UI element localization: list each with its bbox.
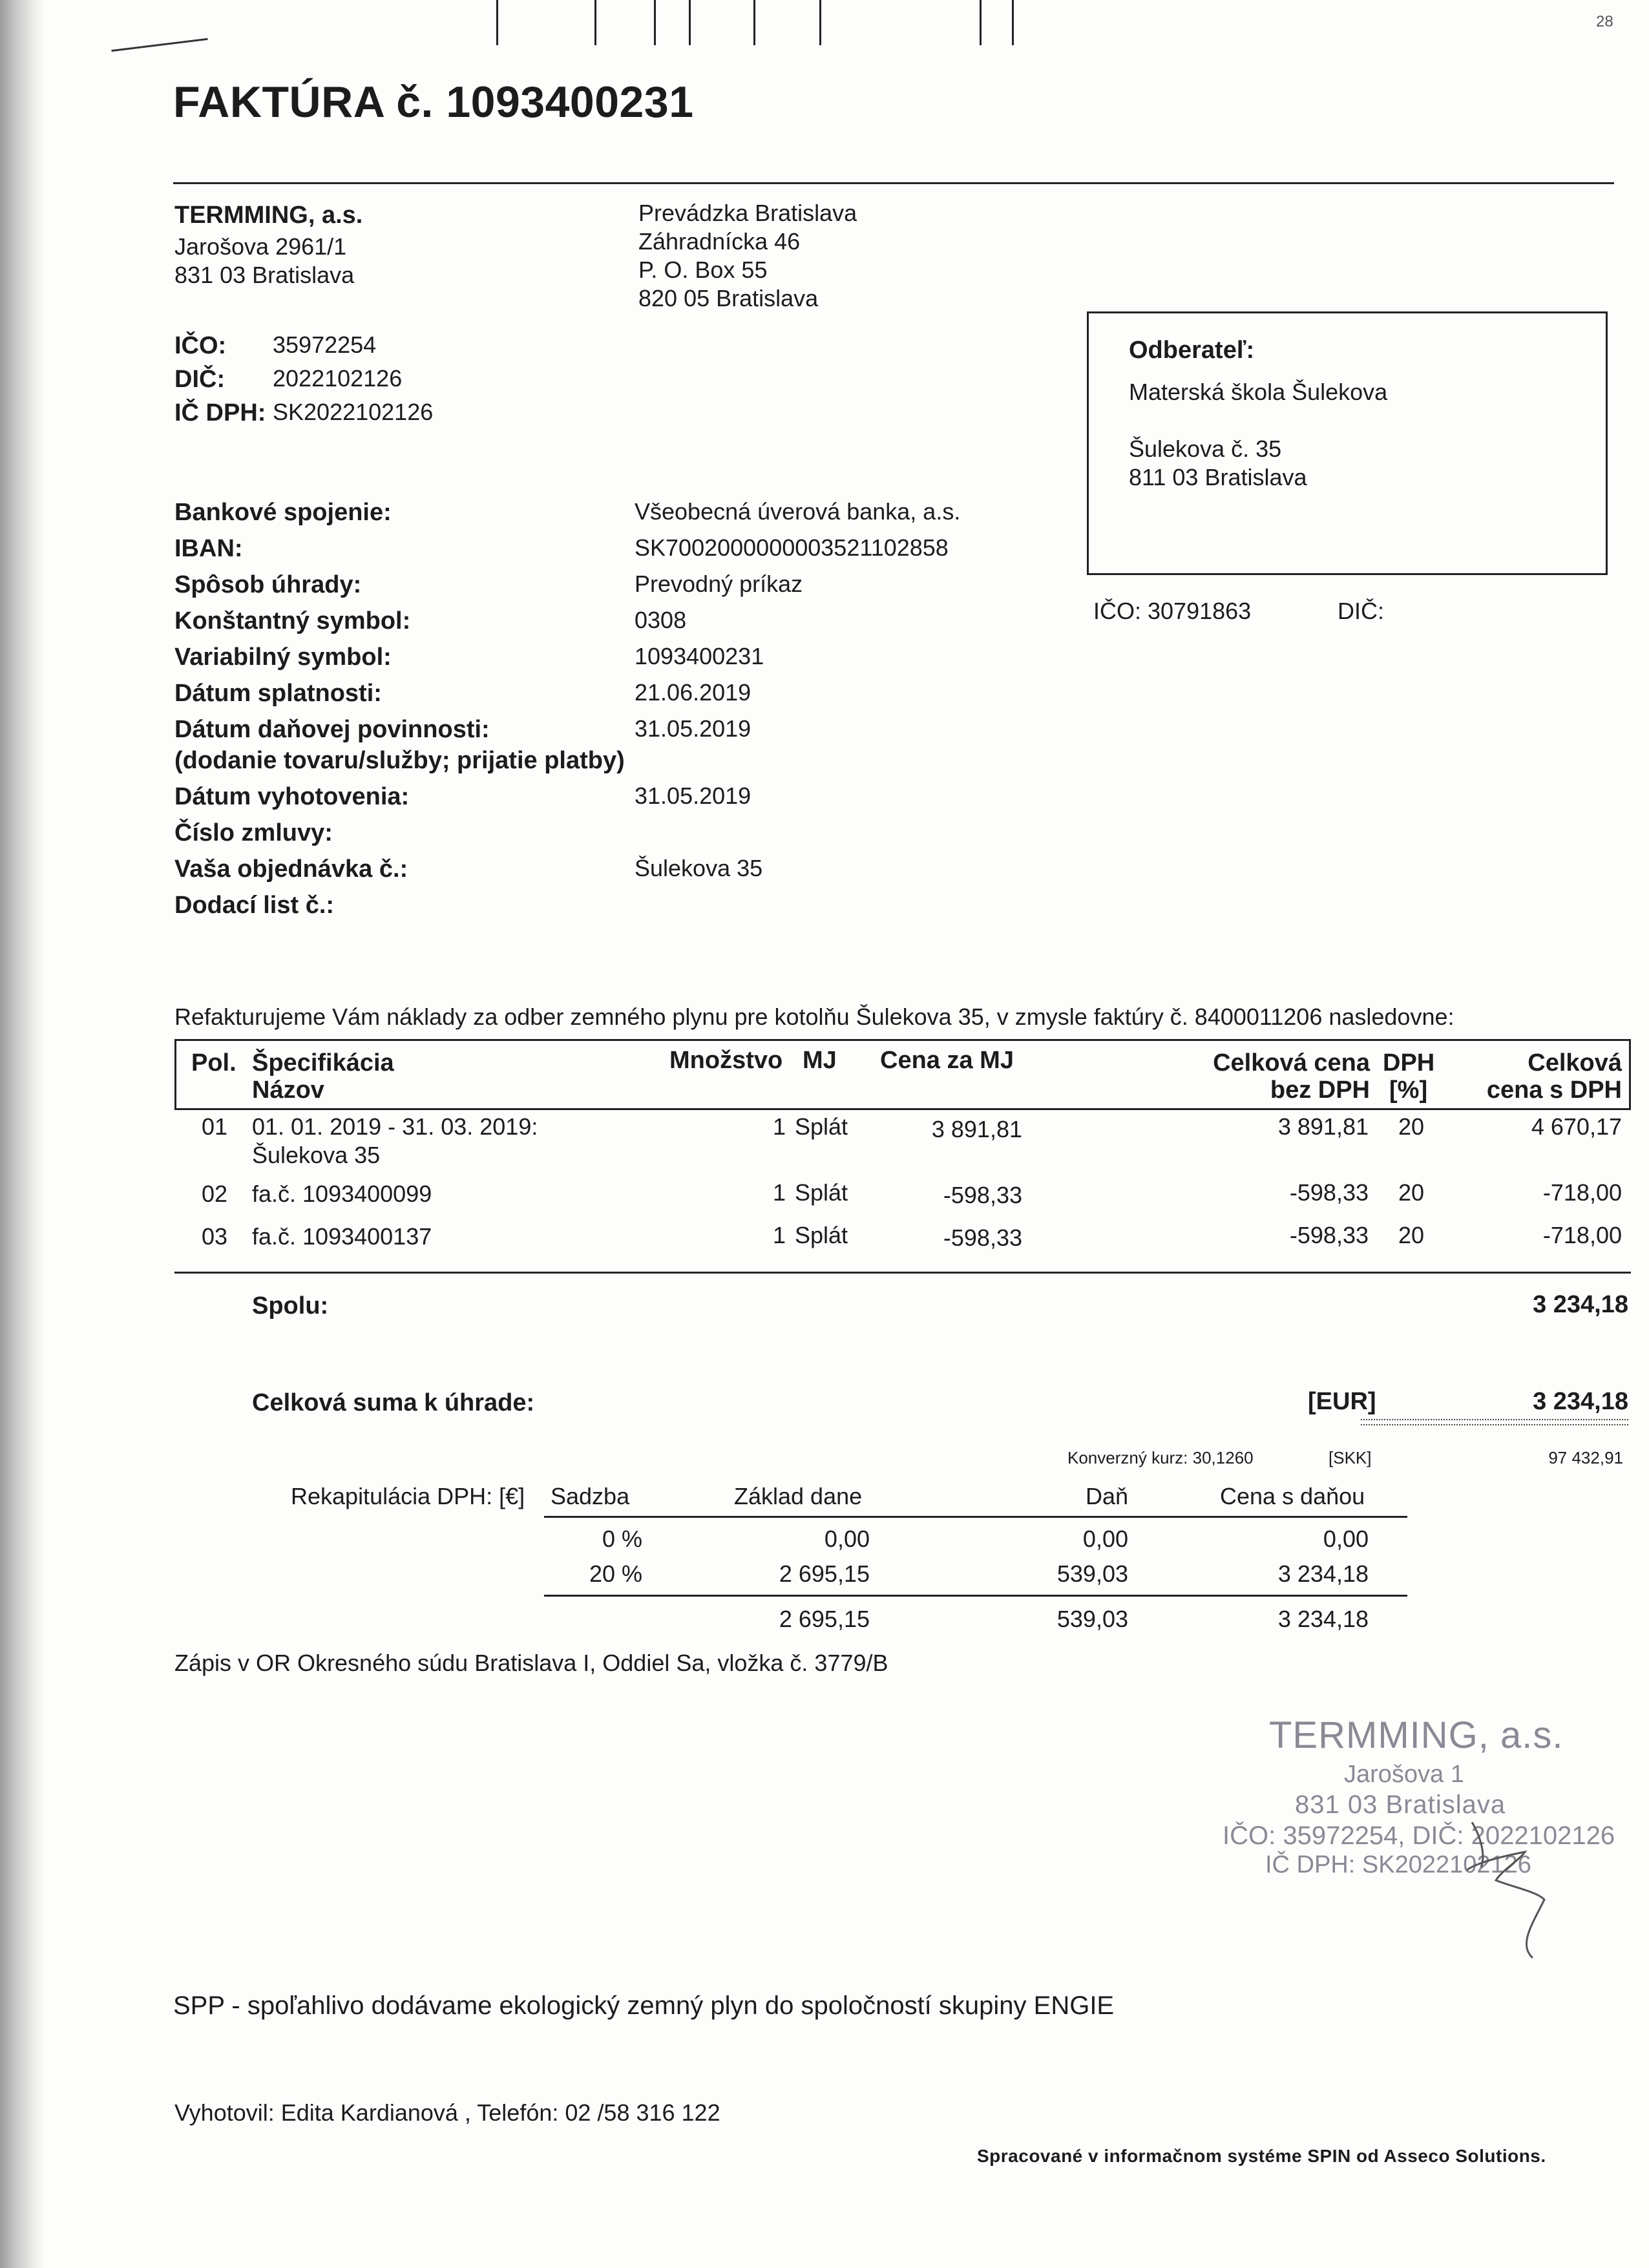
recap-dan: 539,03 [1056,1560,1128,1587]
payment-label: Variabilný symbol: [174,644,392,671]
cell-spec2: Šulekova 35 [252,1142,381,1168]
intro-text: Refakturujeme Vám náklady za odber zemného plynu pre kotolňu Šulekova 35, v zmysle faktúry č. 8400011206 nasledovne: [174,1003,1455,1030]
cell-vat: 20 [1398,1179,1425,1206]
customer-ico: IČO: 30791863 [1093,598,1252,624]
cell-qty: 1 [773,1179,786,1206]
payment-value: 21.06.2019 [635,679,751,706]
recap-header-cena: Cena s daňou [1220,1483,1365,1509]
recap-dan: 0,00 [1082,1526,1128,1552]
prepared-by: Vyhotovil: Edita Kardianová , Telefón: 02 /58 316 122 [174,2099,720,2126]
cell-mj: Splát [795,1222,848,1248]
cell-gross: 4 670,17 [1531,1113,1622,1140]
col-header-mnozstvo: Množstvo [669,1047,783,1074]
cell-gross: -718,00 [1542,1222,1622,1248]
recap-sum-zaklad: 2 695,15 [779,1606,870,1632]
branch-street: Záhradnícka 46 [638,228,801,255]
cell-qty: 1 [773,1113,786,1140]
payment-value: Všeobecná úverová banka, a.s. [635,498,961,525]
cell-unit-price: 3 891,81 [931,1116,1022,1142]
cell-mj: Splát [795,1113,848,1140]
total-currency: [EUR] [1308,1388,1376,1415]
payment-value: 31.05.2019 [635,782,751,809]
cell-spec: 01. 01. 2019 - 31. 03. 2019: [252,1113,538,1140]
payment-value: Šulekova 35 [635,855,763,881]
invoice-title: FAKTÚRA č. 1093400231 [173,78,694,127]
payment-label: Dátum daňovej povinnosti: [174,716,490,743]
scan-edge-shadow [0,0,45,2268]
payment-label: Spôsob úhrady: [174,571,362,598]
cell-gross: -718,00 [1542,1179,1622,1206]
recap-sum-dan: 539,03 [1056,1606,1128,1632]
branch-name: Prevádzka Bratislava [638,200,857,226]
icdph-label: IČ DPH: [174,399,266,426]
branch-box: P. O. Box 55 [638,257,768,283]
col-header-dph-pct: [%] [1389,1076,1428,1104]
payment-label: Dátum splatnosti: [174,680,382,707]
payment-label: Dodací list č.: [174,892,335,919]
recap-label: Rekapitulácia DPH: [€] [291,1483,525,1509]
payment-label: Dátum vyhotovenia: [174,783,410,810]
cell-unit-price: -598,33 [943,1182,1022,1208]
icdph-value: SK2022102126 [273,399,434,425]
cell-net: -598,33 [1289,1179,1369,1206]
customer-dic: DIČ: [1338,598,1384,624]
system-footer: Spracované v informačnom systéme SPIN od Asseco Solutions. [977,2146,1546,2166]
slogan: SPP - spoľahlivo dodávame ekologický zemný plyn do spoločností skupiny ENGIE [173,1991,1115,2020]
col-header-sdph: Celková [1528,1049,1622,1076]
col-header-celkova: Celková cena [1213,1049,1370,1076]
payment-label: IBAN: [174,535,243,562]
dic-value: 2022102126 [273,365,403,392]
col-header-spec: Špecifikácia [252,1049,394,1076]
recap-zaklad: 0,00 [824,1526,870,1552]
cell-net: -598,33 [1289,1222,1369,1248]
cell-mj: Splát [795,1179,848,1206]
ico-label: IČO: [174,332,227,359]
customer-label: Odberateľ: [1129,337,1255,364]
recap-zaklad: 2 695,15 [779,1560,870,1587]
recap-cena: 0,00 [1323,1526,1369,1552]
stamp-icdph: IČ DPH: SK2022102126 [1265,1851,1531,1878]
cell-vat: 20 [1398,1222,1425,1248]
spolu-value: 3 234,18 [1533,1291,1628,1318]
customer-name: Materská škola Šulekova [1129,379,1388,405]
recap-cena: 3 234,18 [1277,1560,1369,1587]
total-value: 3 234,18 [1533,1388,1628,1415]
col-header-dph: DPH [1383,1049,1435,1076]
supplier-name: TERMMING, a.s. [174,202,363,229]
recap-header-zaklad: Základ dane [734,1483,863,1509]
payment-value: SK7002000000003521102858 [635,534,949,561]
customer-city: 811 03 Bratislava [1129,464,1307,490]
recap-sadzba: 20 % [589,1560,642,1587]
col-header-nazov: Názov [252,1076,324,1104]
recap-header-sadzba: Sadzba [551,1483,630,1509]
col-header-sdph2: cena s DPH [1486,1076,1622,1104]
stamp-street: Jarošova 1 [1344,1761,1464,1788]
skk-value: 97 432,91 [1548,1448,1623,1467]
recap-sum-cena: 3 234,18 [1277,1606,1369,1632]
signature [1441,1816,1570,1964]
customer-street: Šulekova č. 35 [1129,436,1282,462]
payment-label: Číslo zmluvy: [174,819,333,846]
payment-value: Prevodný príkaz [635,571,803,597]
cell-net: 3 891,81 [1277,1113,1369,1140]
payment-label: Bankové spojenie: [174,499,392,526]
payment-value: 1093400231 [635,643,764,669]
customer-box [1087,311,1608,575]
payment-value: 31.05.2019 [635,715,751,742]
ico-value: 35972254 [273,331,377,358]
dic-label: DIČ: [174,366,226,393]
cell-unit-price: -598,33 [943,1224,1022,1251]
cell-spec: fa.č. 1093400137 [252,1223,432,1250]
conversion-rate: Konverzný kurz: 30,1260 [1067,1448,1254,1467]
branch-city: 820 05 Bratislava [638,285,819,311]
stamp-ids: IČO: 35972254, DIČ: 2022102126 [1223,1822,1615,1850]
supplier-street: Jarošova 2961/1 [174,233,347,260]
registry-note: Zápis v OR Okresného súdu Bratislava I, Oddiel Sa, vložka č. 3779/B [174,1650,888,1676]
col-header-bezdph: bez DPH [1270,1076,1370,1104]
cell-pol: 03 [202,1223,228,1250]
total-underline [1361,1419,1628,1425]
cell-spec: fa.č. 1093400099 [252,1181,432,1207]
payment-label: Konštantný symbol: [174,607,411,635]
total-label: Celková suma k úhrade: [252,1389,535,1416]
col-header-cena-mj: Cena za MJ [880,1047,1014,1074]
stamp-city: 831 03 Bratislava [1295,1790,1506,1819]
payment-label: (dodanie tovaru/služby; prijatie platby) [174,747,625,774]
cell-pol: 02 [202,1181,228,1207]
supplier-city: 831 03 Bratislava [174,262,355,288]
payment-value: 0308 [635,607,687,633]
recap-sadzba: 0 % [602,1526,642,1552]
page-number: 28 [1596,13,1613,30]
title-divider [173,182,1614,184]
stamp-name: TERMMING, a.s. [1269,1714,1564,1756]
spolu-label: Spolu: [252,1292,329,1319]
cell-vat: 20 [1398,1113,1425,1140]
skk-label: [SKK] [1329,1448,1372,1467]
col-header-pol: Pol. [191,1049,236,1076]
col-header-mj: MJ [803,1047,837,1074]
cell-qty: 1 [773,1222,786,1248]
payment-label: Vaša objednávka č.: [174,856,408,883]
cell-pol: 01 [202,1113,228,1140]
recap-header-dan: Daň [1086,1483,1129,1509]
